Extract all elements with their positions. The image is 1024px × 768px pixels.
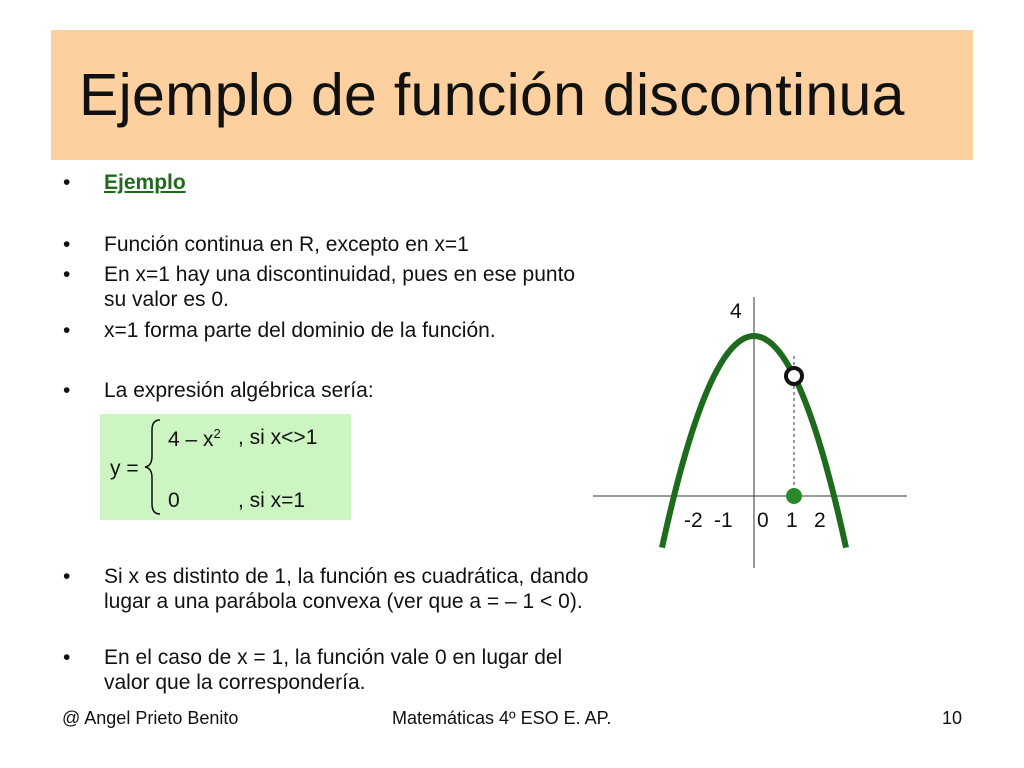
bullet-quadratic: • Si x es distinto de 1, la función es cuadrática, dando lugar a una parábola convexa (ver que a = – 1 < 0). bbox=[104, 564, 594, 614]
bullet-discontinuity: • En x=1 hay una discontinuidad, pues en ese punto su valor es 0. bbox=[104, 262, 594, 312]
bullet-continuous: • Función continua en R, excepto en x=1 bbox=[104, 232, 594, 257]
bullet-expression-intro: • La expresión algébrica sería: bbox=[104, 378, 594, 403]
footer-course: Matemáticas 4º ESO E. AP. bbox=[392, 708, 612, 728]
x-label-2: 2 bbox=[814, 509, 826, 532]
footer-author: @ Angel Prieto Benito bbox=[62, 708, 239, 728]
x-label-0: 0 bbox=[757, 509, 769, 532]
formula-lhs: y = bbox=[110, 457, 139, 480]
x-label-1: 1 bbox=[786, 509, 798, 532]
bullet-domain: • x=1 forma parte del dominio de la función. bbox=[104, 318, 594, 343]
case2-expression: 0 bbox=[168, 489, 180, 512]
x-label-neg2: -2 bbox=[684, 509, 703, 532]
footer-page-number: 10 bbox=[942, 708, 963, 728]
open-point-marker bbox=[786, 368, 802, 384]
x-label-neg1: -1 bbox=[714, 509, 733, 532]
bullet-value-at-one: • En el caso de x = 1, la función vale 0 en lugar del valor que la correspondería. bbox=[104, 645, 594, 695]
bullet-heading-ejemplo: • Ejemplo bbox=[104, 170, 594, 195]
slide-title: Ejemplo de función discontinua bbox=[79, 62, 905, 128]
case2-condition: , si x=1 bbox=[238, 489, 306, 512]
case1-expression: $4 - x^2$ bbox=[168, 426, 221, 451]
y-label-4: 4 bbox=[730, 300, 742, 323]
case1-condition: , si x<>1 bbox=[238, 426, 318, 449]
closed-point-marker bbox=[786, 488, 802, 504]
